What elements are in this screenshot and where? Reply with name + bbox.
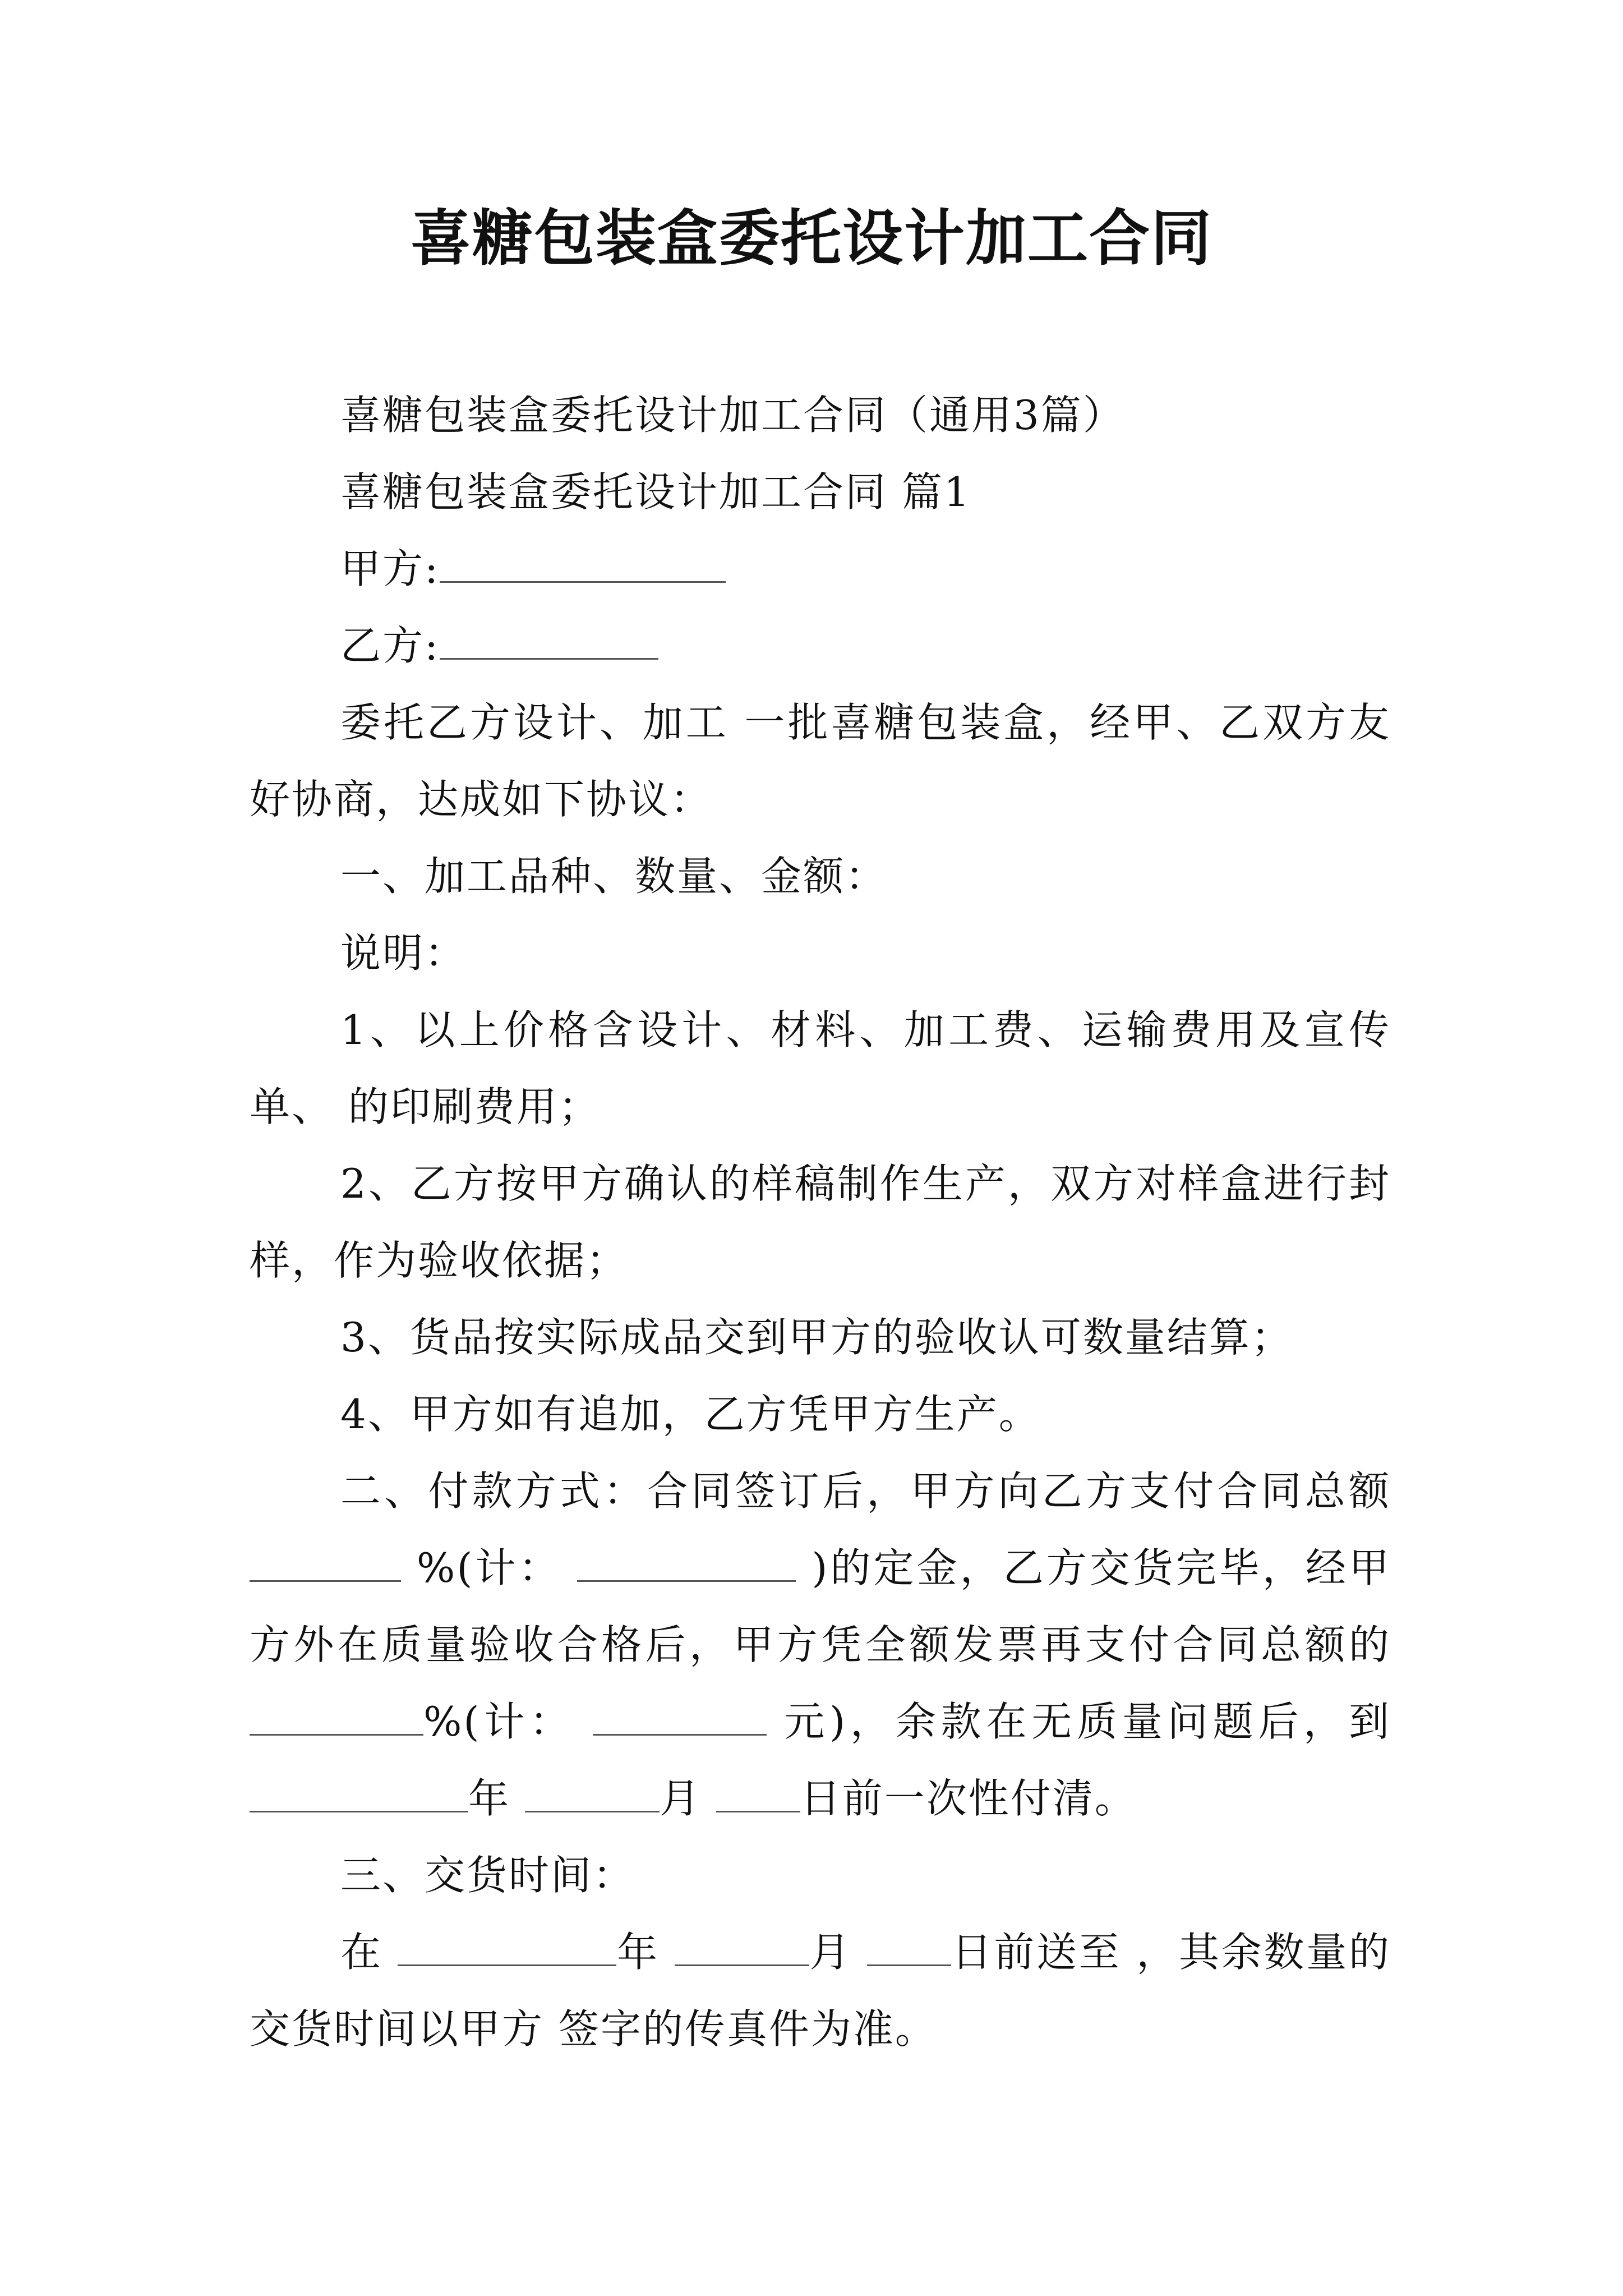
paragraph: 说明： [340,930,467,977]
paragraph-text: 在 [340,1929,398,1976]
paragraph-text: 二、付款方式：合同签订后，甲方向乙方支付合同总额 [340,1467,1391,1515]
paragraph: 一、加工品种、数量、金额： [340,853,888,900]
paragraph: 委托乙方设计、加工 一批喜糖包装盒，经甲、乙双方友好协商，达成如下协议： [250,699,1391,823]
fill-in-blank [398,1928,616,1966]
paragraph-text: %(计： [401,1544,578,1591]
fill-in-blank [593,1697,767,1736]
paragraph: 2、乙方按甲方确认的样稿制作生产，双方对样盒进行封样，作为验收依据； [250,1160,1391,1284]
paragraph-text: 乙方: [340,622,440,669]
paragraph-text: 日前送至 ，其余数量的交货时间以甲方 签字的传真件为准。 [250,1929,1391,2053]
fill-in-blank [675,1928,809,1966]
paragraph-text: 年 [468,1775,525,1822]
paragraph [250,1453,1391,1837]
paragraph: 3、货品按实际成品交到甲方的验收认可数量结算； [340,1314,1293,1361]
fill-in-blank [440,622,658,660]
paragraph-text: 甲方: [340,545,440,592]
paragraph-text: 月 [809,1929,867,1976]
fill-in-blank [525,1774,660,1812]
paragraph: 4、甲方如有追加，乙方凭甲方生产。 [340,1391,1041,1438]
fill-in-blank [250,1697,423,1736]
paragraph [250,1914,1391,2068]
fill-in-blank [250,1774,468,1812]
paragraph-text: %(计： [423,1698,593,1745]
paragraph: 1、以上价格含设计、材料、加工费、运输费用及宣传单、 的印刷费用； [250,1006,1391,1130]
document-body [250,377,1391,2068]
paragraph-text: 日前一次性付清。 [800,1775,1137,1822]
paragraph [250,531,1391,608]
fill-in-blank [440,545,726,583]
fill-in-blank [867,1928,951,1966]
fill-in-blank [577,1544,796,1582]
fill-in-blank [716,1774,800,1812]
paragraph-text: 元)，余款在无质量问题后，到 [766,1698,1391,1745]
paragraph [250,608,1391,684]
fill-in-blank [250,1544,401,1582]
document-title: 喜糖包装盒委托设计加工合同 [410,203,1212,274]
paragraph-text: 年 [616,1929,675,1976]
paragraph: 喜糖包装盒委托设计加工合同（通用3篇） [340,392,1125,439]
paragraph-text: )的定金，乙方交货完毕，经甲方外在质量验收合格后，甲方凭全额发票再支付合同总额的 [250,1544,1391,1668]
paragraph: 喜糖包装盒委托设计加工合同 篇1 [340,468,971,516]
paragraph: 三、交货时间： [340,1852,635,1899]
paragraph-text: 月 [659,1775,716,1822]
